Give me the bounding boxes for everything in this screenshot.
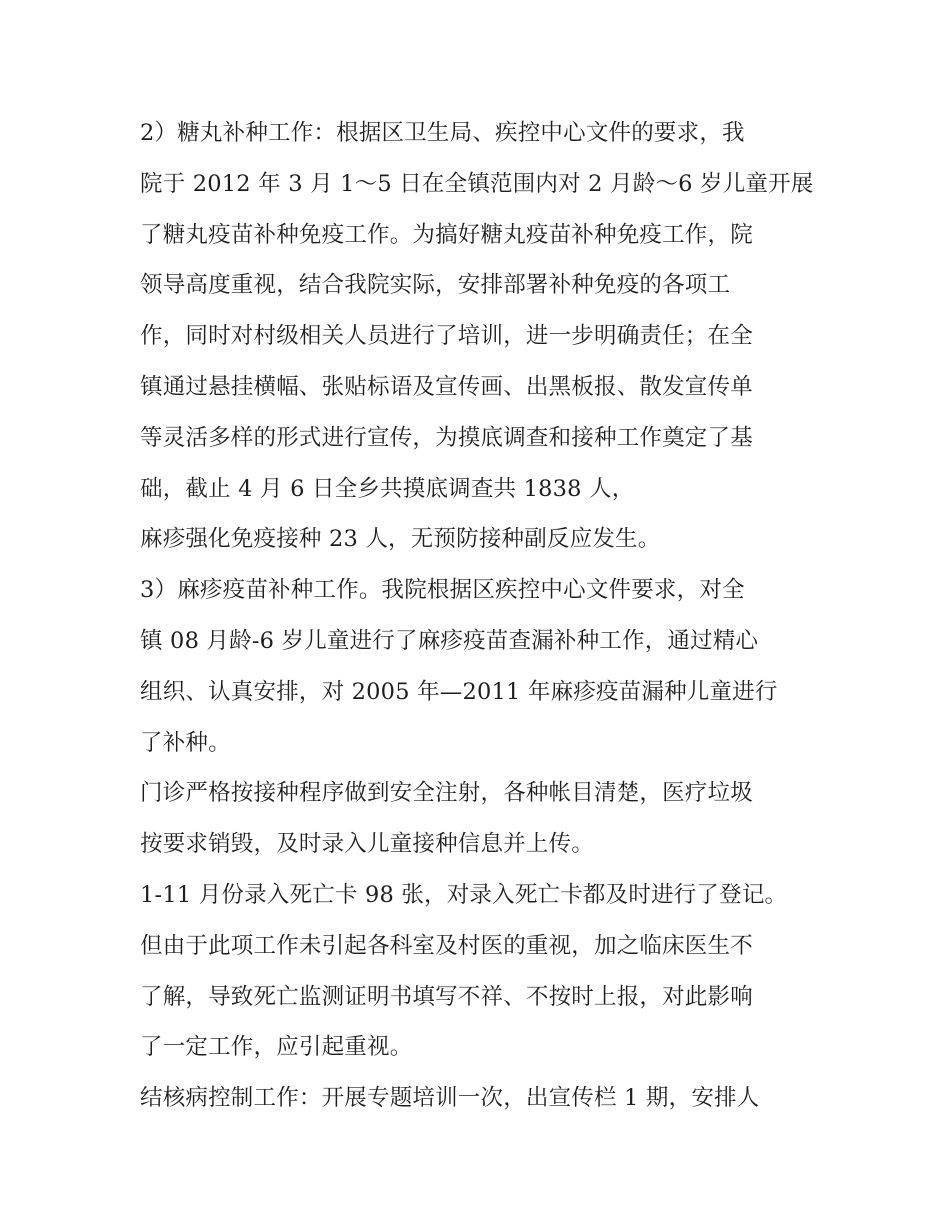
text-line: 院于 2012 年 3 月 1～5 日在全镇范围内对 2 月龄～6 岁儿童开展 bbox=[140, 170, 814, 197]
text-line: 1-11 月份录入死亡卡 98 张，对录入死亡卡都及时进行了登记。 bbox=[140, 881, 788, 908]
body-text bbox=[140, 108, 830, 1124]
text-line: 麻疹强化免疫接种 23 人，无预防接种副反应发生。 bbox=[140, 526, 661, 553]
text-line: 但由于此项工作未引起各科室及村医的重视，加之临床医生不 bbox=[140, 932, 753, 959]
text-line: 镇通过悬挂横幅、张贴标语及宣传画、出黑板报、散发宣传单 bbox=[140, 373, 753, 400]
text-line: 等灵活多样的形式进行宣传，为摸底调查和接种工作奠定了基 bbox=[140, 424, 753, 451]
text-line: 础，截止 4 月 6 日全乡共摸底调查共 1838 人， bbox=[140, 475, 635, 502]
text-line: 组织、认真安排，对 2005 年—2011 年麻疹疫苗漏种儿童进行 bbox=[140, 678, 778, 705]
text-line: 按要求销毁，及时录入儿童接种信息并上传。 bbox=[140, 831, 595, 858]
text-line: 了补种。 bbox=[140, 729, 231, 756]
text-line: 2）糖丸补种工作：根据区卫生局、疾控中心文件的要求，我 bbox=[140, 120, 745, 146]
text-line: 作，同时对村级相关人员进行了培训，进一步明确责任；在全 bbox=[140, 323, 753, 350]
text-line: 结核病控制工作：开展专题培训一次，出宣传栏 1 期，安排人 bbox=[140, 1085, 760, 1112]
text-line: 了糖丸疫苗补种免疫工作。为搞好糖丸疫苗补种免疫工作，院 bbox=[140, 221, 753, 248]
text-line: 了解，导致死亡监测证明书填写不祥、不按时上报，对此影响 bbox=[140, 983, 753, 1010]
text-line: 镇 08 月龄-6 岁儿童进行了麻疹疫苗查漏补种工作，通过精心 bbox=[140, 627, 759, 654]
text-line: 领导高度重视，结合我院实际，安排部署补种免疫的各项工 bbox=[140, 272, 731, 299]
text-line: 门诊严格按接种程序做到安全注射，各种帐目清楚，医疗垃圾 bbox=[140, 780, 753, 807]
text-line: 3）麻疹疫苗补种工作。我院根据区疾控中心文件要求，对全 bbox=[140, 577, 745, 604]
text-line: 了一定工作，应引起重视。 bbox=[140, 1034, 413, 1061]
